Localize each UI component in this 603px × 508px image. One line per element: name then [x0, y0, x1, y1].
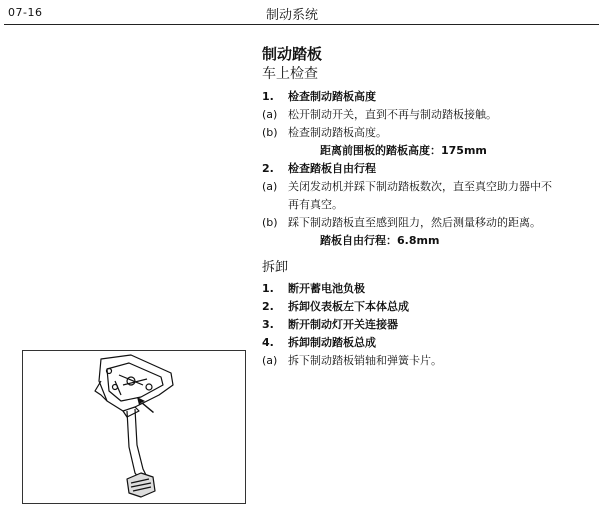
main-content — [262, 44, 598, 370]
item-number: (b) — [262, 126, 278, 139]
item-text: 拆卸制动踏板总成 — [288, 336, 376, 349]
item-number: (b) — [262, 216, 278, 229]
item-number: (a) — [262, 354, 278, 367]
item-text: 断开制动灯开关连接器 — [288, 318, 398, 331]
item-text: 拆下制动踏板销轴和弹簧卡片。 — [288, 354, 442, 367]
step-item — [262, 280, 598, 298]
brake-pedal-figure — [22, 350, 246, 504]
inspection-list — [262, 88, 598, 250]
removal-title: 拆卸 — [262, 260, 289, 275]
item-text: 拆卸仪表板左下本体总成 — [288, 300, 409, 313]
item-number: 2. — [262, 300, 274, 313]
item-number: (a) — [262, 108, 278, 121]
removal-list — [262, 280, 598, 370]
section-title: 制动踏板 — [262, 45, 323, 63]
section-subtitle: 车上检查 — [262, 66, 318, 82]
page-header — [4, 0, 599, 22]
item-text: 检查制动踏板高度 — [288, 90, 376, 103]
substep-item — [262, 106, 598, 124]
item-text: 断开蓄电池负极 — [288, 282, 365, 295]
item-text: 踩下制动踏板直至感到阻力，然后测量移动的距离。 — [288, 216, 541, 229]
spec-line: 踏板自由行程：6.8mm — [320, 234, 440, 247]
item-text: 松开制动开关，直到不再与制动踏板接触。 — [288, 108, 497, 121]
substep-item — [262, 178, 598, 196]
brake-pedal-illustration — [23, 351, 245, 503]
item-number: 4. — [262, 336, 274, 349]
item-text: 检查踏板自由行程 — [288, 162, 376, 175]
page-number: 07-16 — [8, 6, 43, 19]
continuation-line: 再有真空。 — [288, 198, 343, 211]
item-text: 检查制动踏板高度。 — [288, 126, 387, 139]
step-item — [262, 88, 598, 106]
header-rule — [4, 24, 599, 25]
item-number: 1. — [262, 282, 274, 295]
step-item — [262, 298, 598, 316]
step-item — [262, 334, 598, 352]
substep-item — [262, 214, 598, 232]
item-number: 2. — [262, 162, 274, 175]
item-number: (a) — [262, 180, 278, 193]
spec-line: 距离前围板的踏板高度：175mm — [320, 144, 487, 157]
item-number: 3. — [262, 318, 274, 331]
item-number: 1. — [262, 90, 274, 103]
chapter-title: 制动系统 — [266, 8, 319, 23]
item-text: 关闭发动机并踩下制动踏板数次，直至真空助力器中不 — [288, 180, 552, 193]
step-item — [262, 160, 598, 178]
substep-item — [262, 124, 598, 142]
substep-item — [262, 352, 598, 370]
step-item — [262, 316, 598, 334]
